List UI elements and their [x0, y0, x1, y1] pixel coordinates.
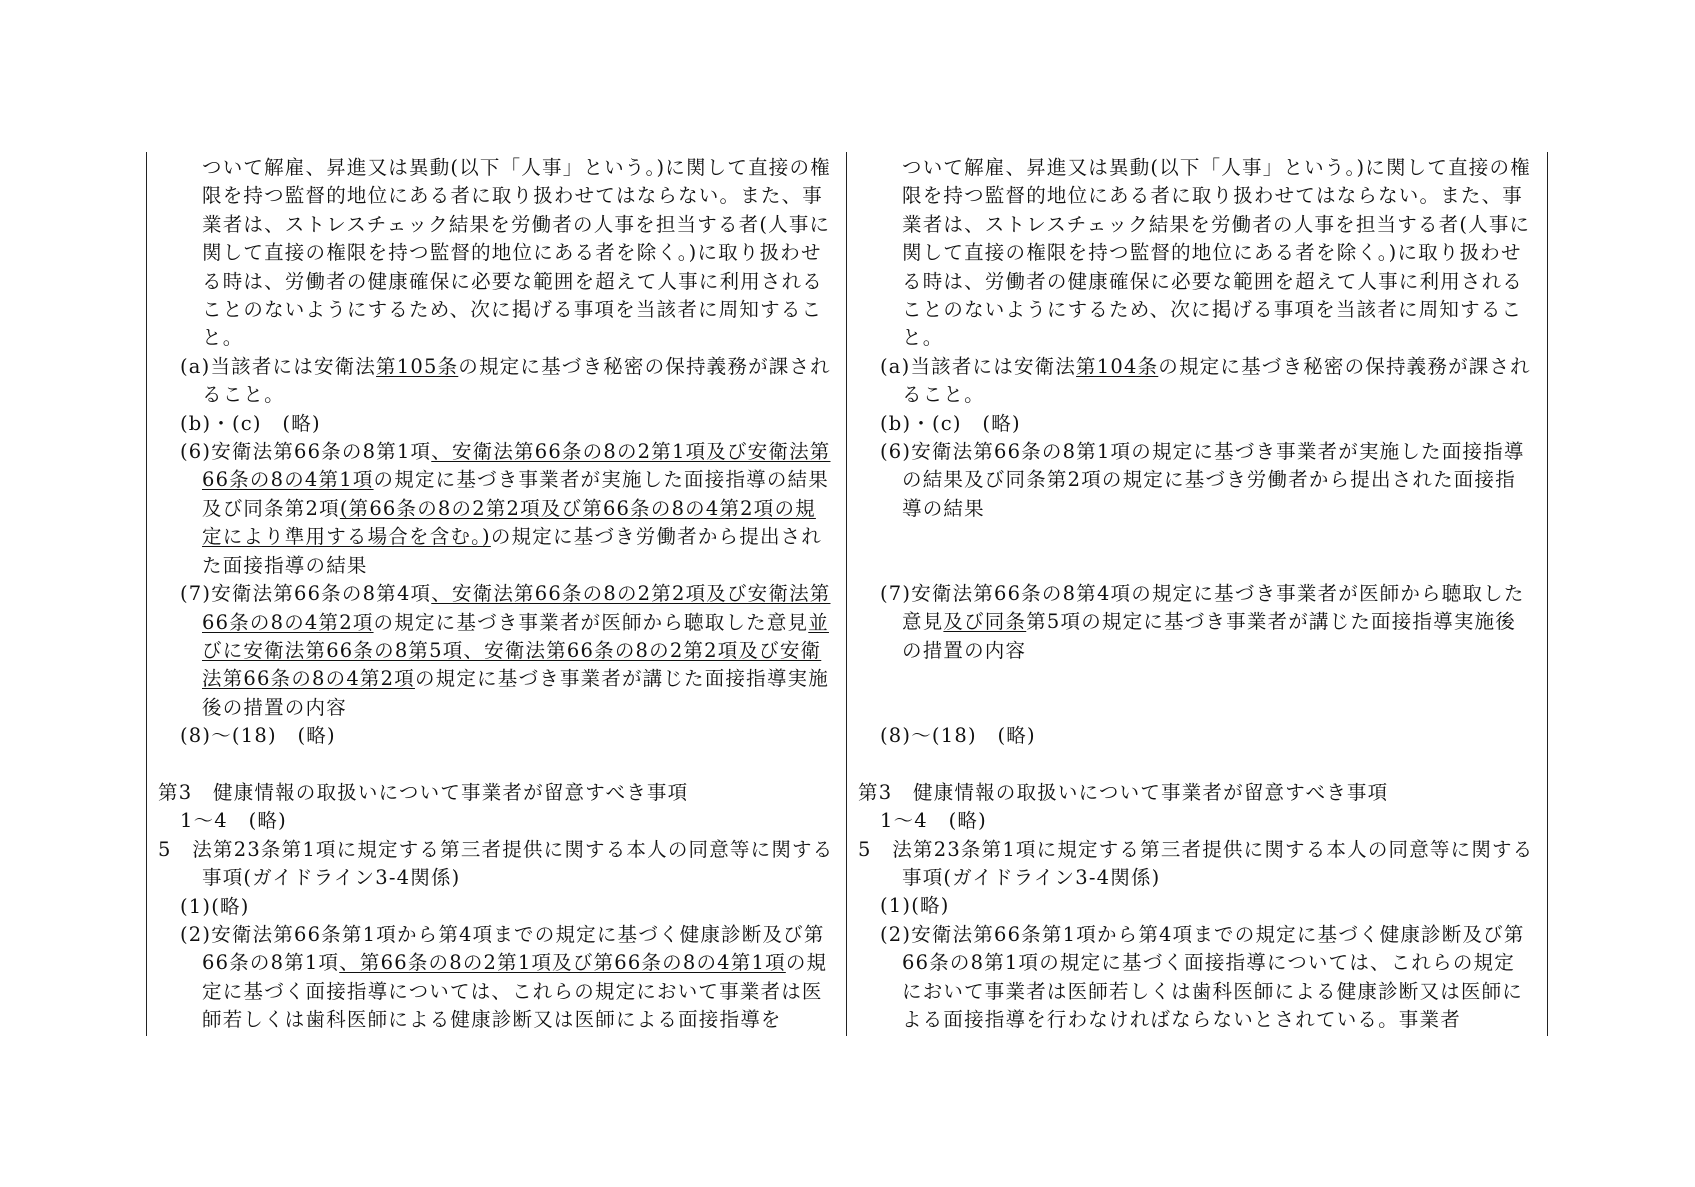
intro-paragraph: ついて解雇、昇進又は異動(以下「人事」という。)に関して直接の権限を持つ監督的地位にある者に取り扱わせてはならない。また、事業者は、ストレスチェック結果を労働者の人事を担当する者(人事に関して直接の権限を持つ監督的地位にある者を除く。)に取り扱わせる時は、労働者の健康確保に必要な範囲を超えて人事に利用されることのないようにするため、次に掲げる事項を当該者に周知すること。	[202, 156, 831, 350]
sub-item-2-underline: 、第66条の8の2第1項及び第66条の8の4第1項	[339, 951, 786, 975]
item-a	[158, 353, 834, 410]
item-7	[858, 580, 1534, 665]
item-7-post: 第5項の規定に基づき事業者が講じた面接指導実施後の措置の内容	[902, 610, 1516, 662]
table-border-right	[1547, 152, 1548, 1036]
right-column	[858, 154, 1534, 1035]
item-6-underline-1: 、安衛法第66条の8の2第1項及び安衛法第66条の8の4第1項	[202, 440, 831, 492]
item-7-underline-2: 並びに安衛法第66条の8第5項、安衛法第66条の8の2第2項及び安衛法第66条の8の4第2項	[202, 610, 829, 691]
item-5: 5 法第23条第1項に規定する第三者提供に関する本人の同意等に関する事項(ガイドライン3-4関係)	[158, 837, 834, 890]
table-border-left	[146, 152, 147, 1036]
item-6-pre: (6)安衛法第66条の8第1項	[180, 440, 432, 464]
item-8-18: (8)～(18) (略)	[180, 724, 336, 748]
item-8-18: (8)～(18) (略)	[880, 724, 1036, 748]
spacer	[858, 552, 1534, 580]
comparison-table	[146, 152, 1548, 1036]
item-bc: (b)・(c) (略)	[880, 411, 1021, 435]
sub-item-2-post: の規定に基づく面接指導については、これらの規定において事業者は医師若しくは歯科医師による健康診断又は医師による面接指導を	[202, 951, 828, 1032]
item-a-pre: (a)当該者には安衛法	[880, 354, 1077, 378]
items-1-4: 1～4 (略)	[880, 809, 987, 833]
item-6: (6)安衛法第66条の8第1項の規定に基づき事業者が実施した面接指導の結果及び同条第2項の規定に基づき労働者から提出された面接指導の結果	[880, 440, 1525, 520]
item-6	[158, 438, 834, 580]
item-a-post: の規定に基づき秘密の保持義務が課されること。	[202, 354, 831, 407]
item-a-article: 第105条	[376, 354, 459, 378]
item-a	[858, 353, 1534, 410]
spacer	[158, 751, 834, 779]
item-7-pre: (7)安衛法第66条の8第4項	[180, 582, 432, 606]
spacer	[858, 694, 1534, 722]
item-6-mid: の規定に基づき事業者が実施した面接指導の結果及び同条第2項	[202, 468, 829, 520]
item-7-underline-1: 、安衛法第66条の8の2第2項及び安衛法第66条の8の4第2項	[202, 582, 831, 634]
sub-item-2	[158, 921, 834, 1035]
item-5: 5 法第23条第1項に規定する第三者提供に関する本人の同意等に関する事項(ガイドライン3-4関係)	[858, 837, 1534, 890]
item-a-pre: (a)当該者には安衛法	[180, 354, 377, 378]
table-divider	[846, 152, 847, 1036]
sub-item-1: (1)(略)	[180, 894, 250, 918]
item-7	[158, 580, 834, 722]
section-3-heading: 第3 健康情報の取扱いについて事業者が留意すべき事項	[858, 780, 1389, 804]
item-7-mid: の規定に基づき事業者が医師から聴取した意見	[373, 610, 809, 634]
spacer	[858, 665, 1534, 693]
sub-item-2: (2)安衛法第66条第1項から第4項までの規定に基づく健康診断及び第66条の8第1項の規定に基づく面接指導については、これらの規定において事業者は医師若しくは歯科医師による健康診断又は医師による面接指導を行わなければならないとされている。事業者	[880, 922, 1525, 1032]
sub-item-1: (1)(略)	[880, 894, 950, 918]
item-7-post: の規定に基づき事業者が講じた面接指導実施後の措置の内容	[202, 667, 829, 719]
spacer	[858, 750, 1534, 778]
item-a-post: の規定に基づき秘密の保持義務が課されること。	[902, 354, 1531, 407]
section-3-heading: 第3 健康情報の取扱いについて事業者が留意すべき事項	[158, 780, 689, 804]
item-6-post: の規定に基づき労働者から提出された面接指導の結果	[202, 525, 823, 577]
item-7-underline: 及び同条	[943, 610, 1027, 634]
sub-item-2-pre: (2)安衛法第66条第1項から第4項までの規定に基づく健康診断及び第66条の8第1項	[180, 922, 825, 975]
items-1-4: 1～4 (略)	[180, 809, 287, 833]
item-6-underline-2: (第66条の8の2第2項及び第66条の8の4第2項の規定により準用する場合を含む。)	[202, 496, 816, 549]
left-column	[158, 154, 834, 1035]
intro-paragraph: ついて解雇、昇進又は異動(以下「人事」という。)に関して直接の権限を持つ監督的地位にある者に取り扱わせてはならない。また、事業者は、ストレスチェック結果を労働者の人事を担当する者(人事に関して直接の権限を持つ監督的地位にある者を除く。)に取り扱わせる時は、労働者の健康確保に必要な範囲を超えて人事に利用されることのないようにするため、次に掲げる事項を当該者に周知すること。	[902, 156, 1531, 350]
item-bc: (b)・(c) (略)	[180, 411, 321, 435]
item-a-article: 第104条	[1076, 354, 1159, 378]
item-7-pre: (7)安衛法第66条の8第4項の規定に基づき事業者が医師から聴取した意見	[880, 582, 1525, 634]
spacer	[858, 523, 1534, 551]
